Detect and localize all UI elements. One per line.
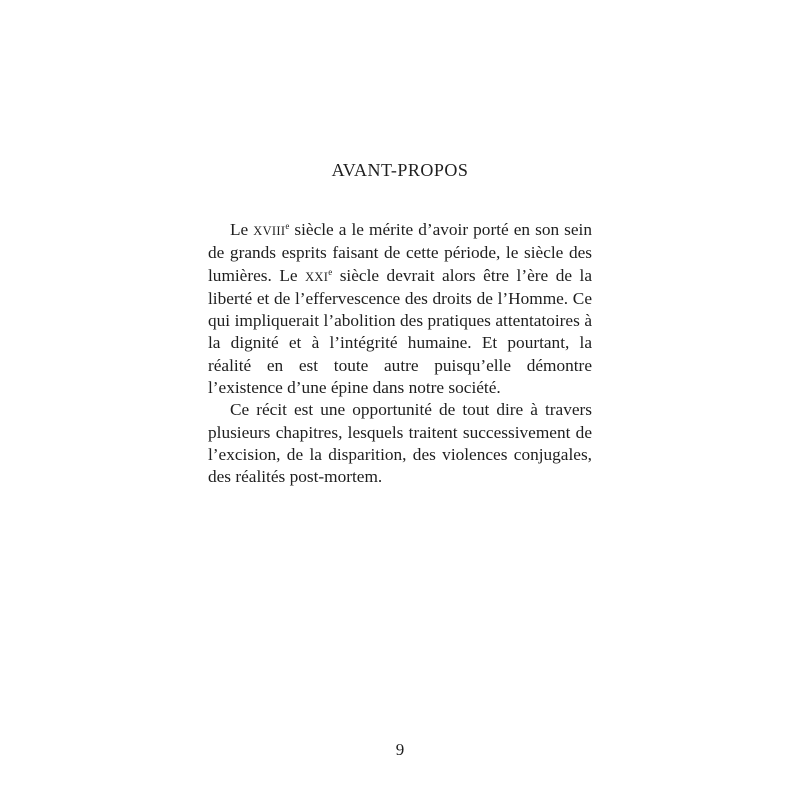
page-number: 9 xyxy=(395,740,405,759)
section-heading: AVANT-PROPOS xyxy=(331,160,469,180)
paragraph-1-part-3: siècle devrait alors être l’ère de la liberté et de l’effervescence des droits de l’Homme. Ce qui impliquerait l’abolition des pratiques attentatoires à la dignité et à l’intégrité humaine. Et pourtant, la réalité en est toute autre puisqu’elle démontre l’existence d’une épine dans notre société. xyxy=(208,265,592,398)
paragraph-1-part-2: siècle a le mérite d’avoir porté en son sein de grands esprits faisant de cette période, le siècle des lumières. Le xyxy=(208,220,592,285)
century-numeral-18: XVIII xyxy=(253,224,286,238)
century-suffix-21: e xyxy=(328,266,333,277)
body-text xyxy=(208,219,592,489)
century-numeral-21: XXI xyxy=(305,269,329,284)
paragraph-2: Ce récit est une opportunité de tout dire à travers plusieurs chapitres, lesquels traitent successivement de l’excision, de la disparition, des violences conjugales, des réalités post-mortem. xyxy=(208,400,592,487)
paragraph-1 xyxy=(208,219,592,399)
century-suffix-18: e xyxy=(285,221,290,231)
paragraph-1-part-1: Le xyxy=(230,220,254,239)
